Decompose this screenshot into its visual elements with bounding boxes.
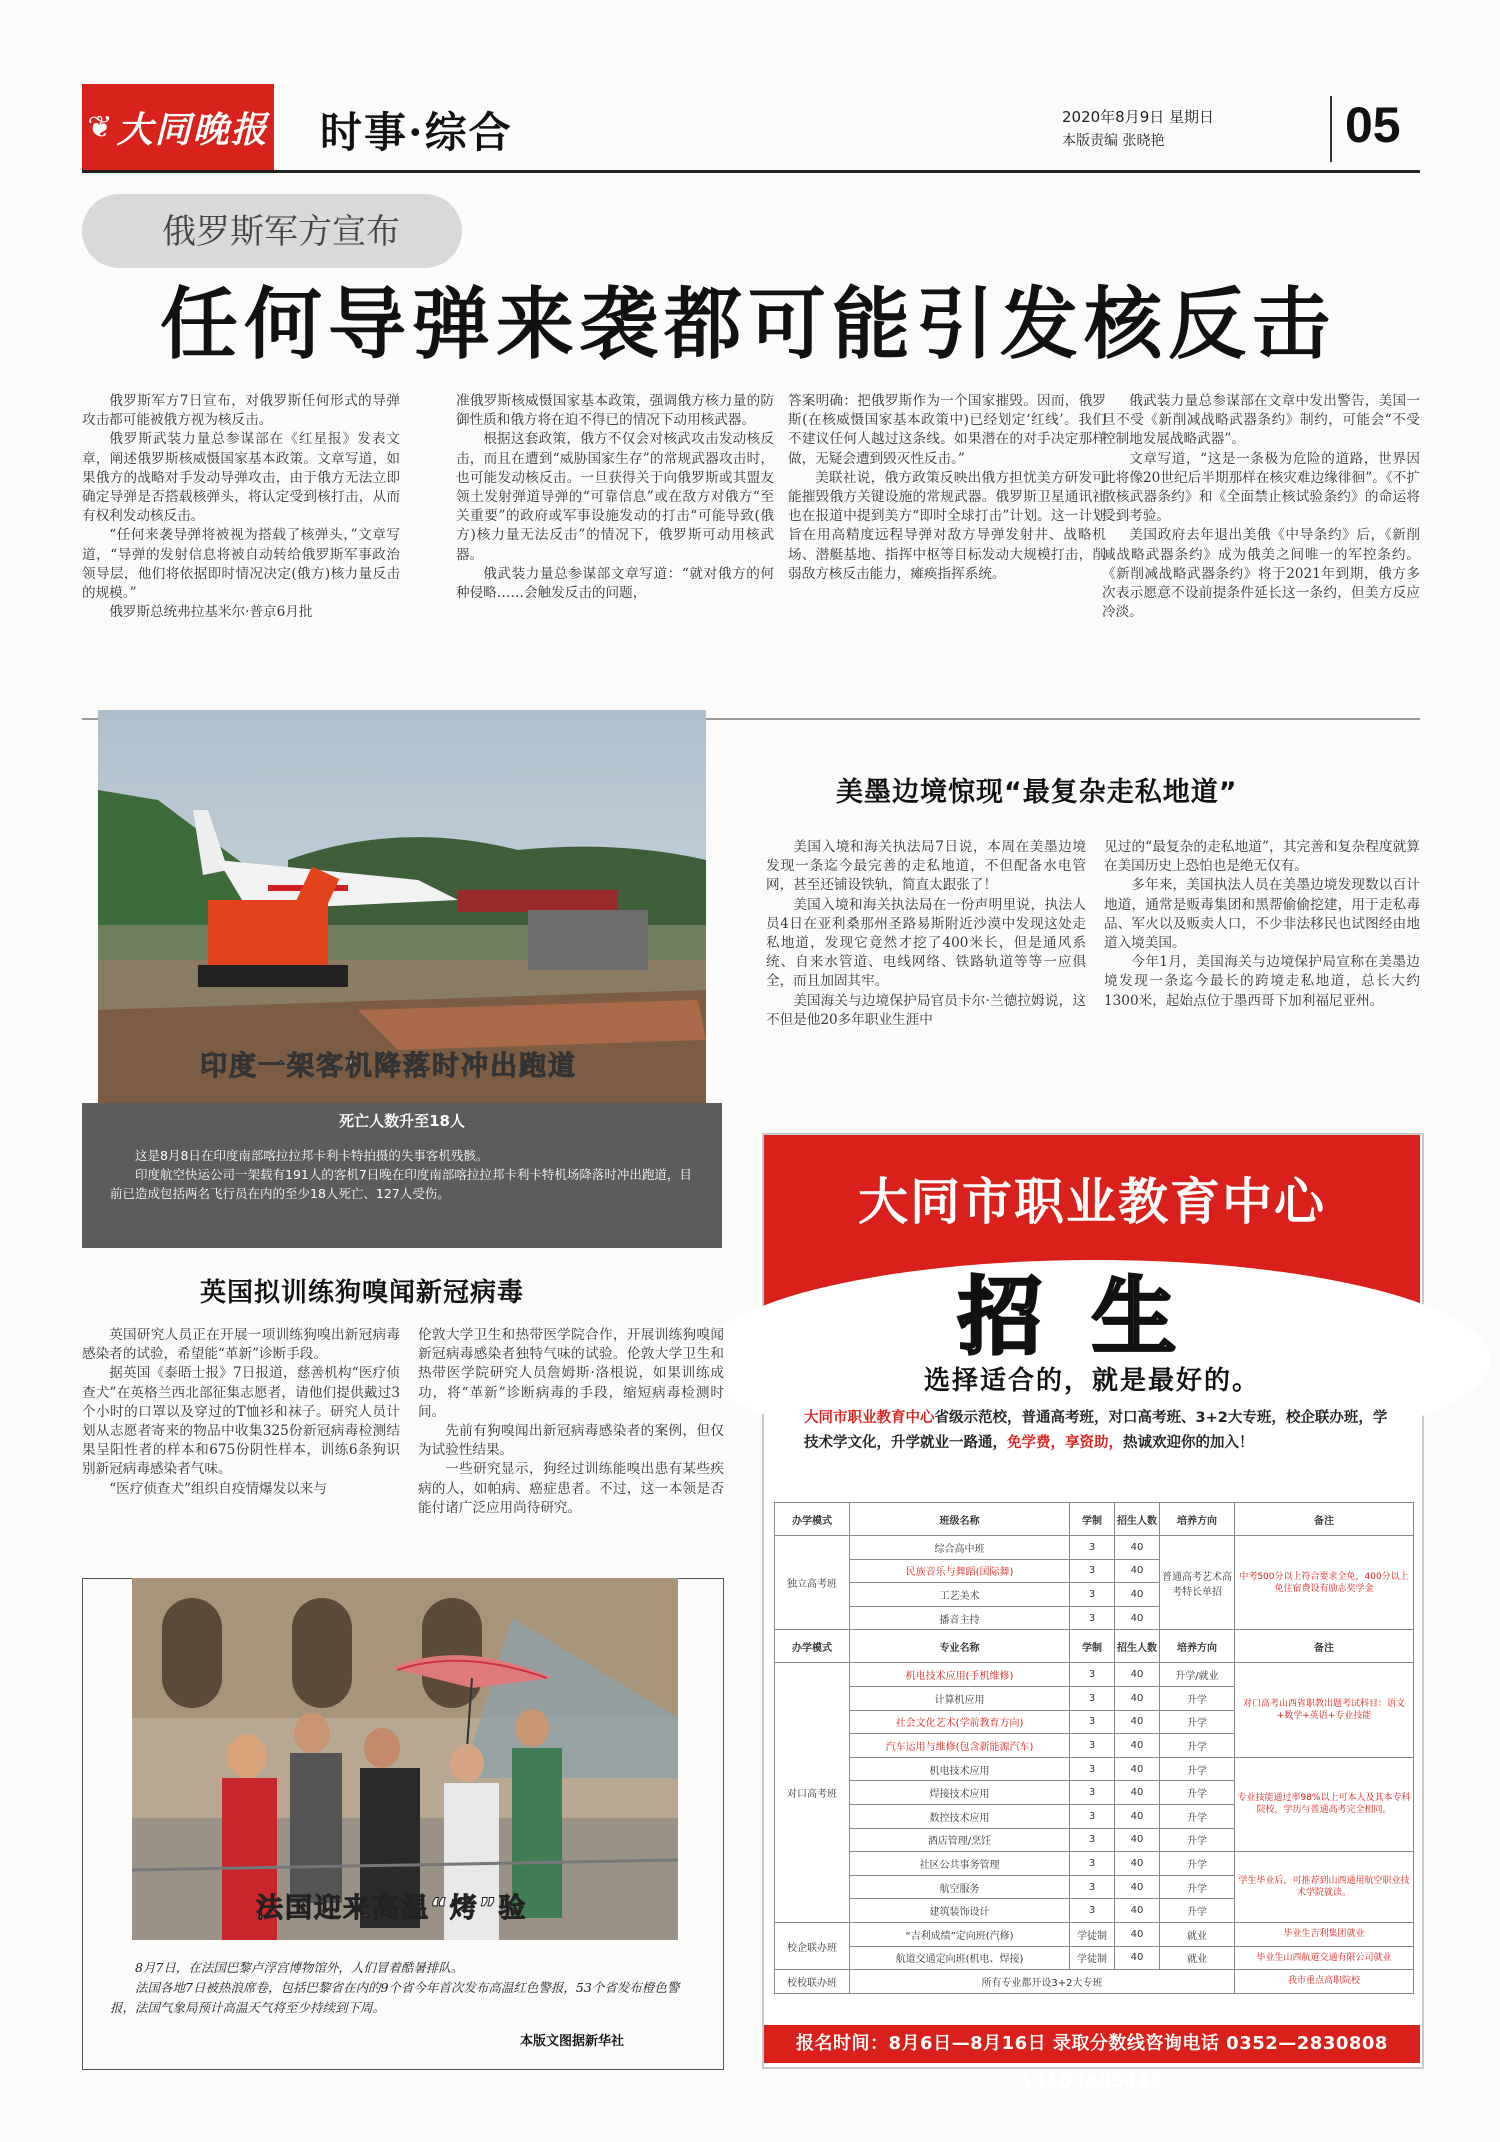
table-cell: 社区公共事务管理	[850, 1852, 1070, 1876]
ad-footer-contact: 报名时间：8月6日—8月16日 录取分数线咨询电话 0352—2830808 13103405489	[764, 2025, 1420, 2063]
table-cell: 3	[1070, 1663, 1115, 1687]
lead-column-4	[1102, 392, 1420, 622]
ad-intro-body: 省级示范校，普通高考班，对口高考班、3+2大专班，校企联办班，学技术学文化，升学就业一路通，	[804, 1410, 1388, 1451]
table-cell: 毕业生吉利集团就业	[1235, 1922, 1414, 1946]
paragraph: 据英国《泰晤士报》7日报道，慈善机构“医疗侦查犬”在英格兰西北部征集志愿者，请他们提供戴过3个小时的口罩以及穿过的T恤衫和袜子。研究人员计划从志愿者寄来的物品中收集325份新冠病毒检测结果呈阳性者的样本和675份阴性样本，训练6条狗识别新冠病毒感染者气味。	[82, 1365, 400, 1478]
tunnel-headline: 美墨边境惊现“最复杂走私地道”	[836, 777, 1238, 808]
table-cell: 40	[1115, 1757, 1160, 1781]
dogs-column-2	[418, 1326, 724, 1518]
ad-intro-tail: 热诚欢迎你的加入！	[1123, 1435, 1254, 1451]
table-cell: 学徒制	[1070, 1922, 1115, 1946]
paragraph: 根据这套政策，俄方不仅会对核武攻击发动核反击，而且在遭到“威胁国家生存”的常规武器攻击时，也可能发动核反击。一旦获得关于向俄罗斯或其盟友领土发射弹道导弹的“可靠信息”或在敌方对俄方“至关重要”的政府或军事设施发动的打击“可能导致(俄方)核力量无法反击”的情况下，俄罗斯可动用核武器。	[456, 431, 774, 563]
dogs-column-1	[82, 1326, 400, 1499]
section-title: 时事·综合	[320, 108, 513, 157]
table-cell: 机电技术应用(手机维修)	[850, 1663, 1070, 1687]
table-header-row	[775, 1503, 1414, 1536]
table-cell: 焊接技术应用	[850, 1781, 1070, 1805]
table-header: 招生人数	[1115, 1503, 1160, 1536]
table-cell: 40	[1115, 1686, 1160, 1710]
issue-date: 2020年8月9日 星期日	[1062, 108, 1215, 126]
table-cell: 中考500分以上符合要求全免，400分以上免住宿费设有励志奖学金	[1235, 1536, 1414, 1630]
table-header-row	[775, 1630, 1414, 1663]
paragraph: 答案明确：把俄罗斯作为一个国家摧毁。因而，俄罗斯(在核威慑国家基本政策中)已经划定‘红线’。我们不建议任何人越过这条线。如果潜在的对手决定那样做，无疑会遭到毁灭性反击。”	[788, 393, 1106, 467]
table-cell: 专业技能通过率98%以上可本人及其本专科院校，学历与普通高考完全相同。	[1235, 1757, 1414, 1851]
table-cell: 3	[1070, 1583, 1115, 1607]
paragraph: 俄罗斯总统弗拉基米尔·普京6月批	[109, 604, 313, 621]
photo-credit: 本版文图据新华社	[520, 2034, 625, 2049]
table-cell: 40	[1115, 1781, 1160, 1805]
table-cell: 航空服务	[850, 1875, 1070, 1899]
ad-school-name: 大同市职业教育中心	[858, 1172, 1326, 1231]
table-cell: 综合高中班	[850, 1536, 1070, 1560]
page-editor: 本版责编 张晓艳	[1062, 133, 1165, 149]
table-cell: 升学	[1160, 1734, 1235, 1758]
table-cell: 对口高考班	[775, 1663, 850, 1923]
tunnel-column-2	[1104, 838, 1420, 1011]
table-cell: 校校联办班	[775, 1970, 850, 1994]
table-cell: 社会文化艺术(学前教育方向)	[850, 1710, 1070, 1734]
table-cell: 所有专业都开设3+2大专班	[850, 1970, 1235, 1994]
table-cell: 40	[1115, 1852, 1160, 1876]
table-header: 办学模式	[775, 1630, 850, 1663]
header-divider	[1330, 96, 1332, 162]
flame-logo-icon: ❦	[87, 109, 113, 145]
paragraph: 俄武装力量总参谋部文章写道：“就对俄方的何种侵略……会触发反击的问题，	[456, 565, 774, 602]
table-cell: 升学	[1160, 1710, 1235, 1734]
paragraph: 俄武装力量总参谋部在文章中发出警告，美国一旦不受《新削减战略武器条约》制约，可能会“不受控制地发展战略武器”。	[1102, 393, 1420, 448]
table-cell: 40	[1115, 1875, 1160, 1899]
table-header: 招生人数	[1115, 1630, 1160, 1663]
table-cell: 毕业生山西航道交通有限公司就业	[1235, 1946, 1414, 1970]
table-cell: 建筑装饰设计	[850, 1899, 1070, 1923]
paragraph: 8月7日，在法国巴黎卢浮宫博物馆外，人们冒着酷暑排队。	[135, 1960, 464, 1975]
paragraph: 英国研究人员正在开展一项训练狗嗅出新冠病毒感染者的试验，希望能“革新”诊断手段。	[82, 1327, 400, 1363]
table-cell: 独立高考班	[775, 1536, 850, 1630]
paragraph: 先前有狗嗅闻出新冠病毒感染者的案例，但仅为试验性结果。	[418, 1423, 724, 1459]
table-row	[775, 1922, 1414, 1946]
table-cell: 3	[1070, 1710, 1115, 1734]
table-cell: “吉利成绩”定向班(汽修)	[850, 1922, 1070, 1946]
table-cell: 40	[1115, 1710, 1160, 1734]
dogs-headline: 英国拟训练狗嗅闻新冠病毒	[200, 1278, 525, 1308]
header-rule	[82, 170, 1420, 173]
lead-kicker: 俄罗斯军方宣布	[162, 212, 400, 252]
page-number: 05	[1345, 97, 1401, 153]
table-cell: 普通高考艺术高考特长单招	[1160, 1536, 1235, 1630]
masthead-text: 大同晚报	[116, 108, 269, 151]
table-cell: 40	[1115, 1828, 1160, 1852]
ad-intro-school: 大同市职业教育中心	[804, 1410, 935, 1426]
table-cell: 40	[1115, 1663, 1160, 1687]
table-cell: 3	[1070, 1852, 1115, 1876]
table-row	[775, 1946, 1414, 1970]
table-cell: 3	[1070, 1559, 1115, 1583]
table-cell: 40	[1115, 1946, 1160, 1970]
table-cell: 升学	[1160, 1686, 1235, 1710]
table-cell: 机电技术应用	[850, 1757, 1070, 1781]
table-cell: 3	[1070, 1757, 1115, 1781]
plane-crash-photo-caption: 印度一架客机降落时冲出跑道	[200, 1051, 577, 1082]
paragraph: 美联社说，俄方政策反映出俄方担忧美方研发可能摧毁俄方关键设施的常规武器。俄罗斯卫星通讯社也在报道中提到美方“即时全球打击”计划。这一计划旨在用高精度远程导弹对敌方导弹发射井、战略机场、潜艇基地、指挥中枢等目标发动大规模打击，削弱敌方核反击能力，瘫痪指挥系统。	[788, 469, 1106, 582]
table-cell: 我市重点高职院校	[1235, 1970, 1414, 1994]
table-row	[775, 1970, 1414, 1994]
lead-column-2	[456, 392, 774, 603]
paragraph: 今年1月，美国海关与边境保护局宣称在美墨边境发现一条迄今最长的跨境走私地道，总长大约1300米，起始点位于墨西哥下加利福尼亚州。	[1104, 954, 1420, 1009]
paragraph: 俄罗斯军方7日宣布，对俄罗斯任何形式的导弹攻击都可能被俄方视为核反击。	[82, 393, 400, 429]
table-cell: 3	[1070, 1828, 1115, 1852]
table-header: 学制	[1070, 1630, 1115, 1663]
table-cell: 3	[1070, 1536, 1115, 1560]
paragraph: 这是8月8日在印度南部喀拉拉邦卡利卡特拍摄的失事客机残骸。	[135, 1148, 489, 1163]
table-row	[775, 1757, 1414, 1781]
table-cell: 就业	[1160, 1922, 1235, 1946]
paragraph: 美国入境和海关执法局7日说，本周在美墨边境发现一条迄今最完善的走私地道，不但配备水电管网，甚至还铺设铁轨，简直太跟张了！	[766, 839, 1086, 894]
table-cell: 3	[1070, 1875, 1115, 1899]
table-cell: 学徒制	[1070, 1946, 1115, 1970]
table-cell: 3	[1070, 1734, 1115, 1758]
paragraph: 美国海关与边境保护局官员卡尔·兰德拉姆说，这不但是他20多年职业生涯中	[766, 992, 1086, 1028]
table-cell: 数控技术应用	[850, 1804, 1070, 1828]
ad-program-table	[774, 1502, 1414, 1994]
table-header: 专业名称	[850, 1630, 1070, 1663]
table-cell: 汽车运用与维修(包含新能源汽车)	[850, 1734, 1070, 1758]
table-cell: 3	[1070, 1899, 1115, 1923]
table-cell: 对口高考山西省职教出题考试科目：语文+数学+英语+专业技能	[1235, 1663, 1414, 1757]
table-cell: 40	[1115, 1606, 1160, 1630]
table-header: 备注	[1235, 1630, 1414, 1663]
lead-column-3	[788, 392, 1106, 584]
paragraph: “医疗侦查犬”组织自疫情爆发以来与	[109, 1480, 327, 1497]
table-cell: 3	[1070, 1686, 1115, 1710]
paragraph: 见过的“最复杂的走私地道”，其完善和复杂程度就算在美国历史上恐怕也是绝无仅有。	[1104, 839, 1420, 875]
paragraph: 一些研究显示，狗经过训练能嗅出患有某些疾病的人，如帕病、癌症患者。不过，这一本领是否能付诸广泛应用尚待研究。	[418, 1461, 724, 1516]
ad-intro-free: 免学费，享资助，	[1007, 1435, 1123, 1451]
table-cell: 就业	[1160, 1946, 1235, 1970]
table-cell: 40	[1115, 1559, 1160, 1583]
table-header: 办学模式	[775, 1503, 850, 1536]
paragraph: 法国各地7日被热浪席卷，包括巴黎省在内的9个省今年首次发布高温红色警报，53个省发布橙色警报，法国气象局预计高温天气将至少持续到下周。	[110, 1980, 680, 2015]
paragraph: 俄罗斯武装力量总参谋部在《红星报》发表文章，阐述俄罗斯核威慑国家基本政策。文章写道，如果俄方的战略对手发动导弹攻击，由于俄方无法立即确定导弹是否搭载核弹头，将认定受到核打击，从而有权利发动核反击。	[82, 431, 400, 525]
table-cell: 升学	[1160, 1899, 1235, 1923]
table-header: 班级名称	[850, 1503, 1070, 1536]
table-cell: 升学	[1160, 1757, 1235, 1781]
table-cell: 40	[1115, 1734, 1160, 1758]
table-cell: 民族音乐与舞蹈(国际舞)	[850, 1559, 1070, 1583]
paragraph: 准俄罗斯核威慑国家基本政策，强调俄方核力量的防御性质和俄方将在迫不得已的情况下动用核武器。	[456, 393, 774, 429]
paragraph: 印度航空快运公司一架载有191人的客机7日晚在印度南部喀拉拉邦卡利卡特机场降落时冲出跑道，目前已造成包括两名飞行员在内的至少18人死亡、127人受伤。	[110, 1167, 692, 1201]
table-cell: 酒店管理/烹饪	[850, 1828, 1070, 1852]
table-header: 备注	[1235, 1503, 1414, 1536]
table-row	[775, 1663, 1414, 1687]
table-cell: 升学	[1160, 1804, 1235, 1828]
table-cell: 学生毕业后，可推荐到山西通用航空职业技术学院就读。	[1235, 1852, 1414, 1923]
ad-enroll-title: 招生	[957, 1267, 1226, 1366]
paragraph: “任何来袭导弹将被视为搭载了核弹头，”文章写道，“导弹的发射信息将被自动转给俄罗斯军事政治领导层，他们将依据即时情况决定(俄方)核力量反击的规模。”	[82, 527, 400, 602]
lead-headline: 任何导弹来袭都可能引发核反击	[160, 280, 1337, 370]
table-cell: 计算机应用	[850, 1686, 1070, 1710]
table-cell: 航道交通定向班(机电、焊接)	[850, 1946, 1070, 1970]
paragraph: 伦敦大学卫生和热带医学院合作，开展训练狗嗅闻新冠病毒感染者独特气味的试验。伦敦大学卫生和热带医学院研究人员詹姆斯·洛根说，如果训练成功，将“革新”诊断病毒的手段，缩短病毒检测时间。	[418, 1327, 724, 1420]
paragraph: 文章写道，“这是一条极为危险的道路，世界因此将像20世纪后半期那样在核灾难边缘徘徊”。《不扩散核武器条约》和《全面禁止核试验条约》的命运将受到考验。	[1102, 450, 1420, 525]
masthead-logo	[82, 84, 274, 170]
table-cell: 40	[1115, 1536, 1160, 1560]
table-cell: 升学	[1160, 1781, 1235, 1805]
ad-intro	[804, 1406, 1390, 1456]
table-cell: 升学/就业	[1160, 1663, 1235, 1687]
table-header: 培养方向	[1160, 1630, 1235, 1663]
paris-heatwave-photo-caption: 法国迎来高温“烤”验	[256, 1893, 528, 1924]
table-cell: 升学	[1160, 1828, 1235, 1852]
paragraph: 美国入境和海关执法局在一份声明里说，执法人员4日在亚利桑那州圣路易斯附近沙漠中发现这处走私地道，发现它竟然才挖了400米长，但是通风系统、自来水管道、电线网络、铁路轨道等等一应俱全，而且加固其牢。	[766, 896, 1086, 990]
table-cell: 40	[1115, 1922, 1160, 1946]
france-caption-body	[110, 1958, 700, 2018]
table-cell: 播音主持	[850, 1606, 1070, 1630]
table-cell: 3	[1070, 1781, 1115, 1805]
table-header: 学制	[1070, 1503, 1115, 1536]
table-cell: 3	[1070, 1606, 1115, 1630]
table-row	[775, 1852, 1414, 1876]
table-row	[775, 1536, 1414, 1560]
table-header: 培养方向	[1160, 1503, 1235, 1536]
ad-slogan: 选择适合的，就是最好的。	[923, 1366, 1260, 1396]
paragraph: 美国政府去年退出美俄《中导条约》后，《新削减战略武器条约》成为俄美之间唯一的军控条约。《新削减战略武器条约》将于2021年到期，俄方多次表示愿意不设前提条件延长这一条约，但美方反应冷淡。	[1102, 527, 1420, 621]
table-cell: 升学	[1160, 1875, 1235, 1899]
table-cell: 工艺美术	[850, 1583, 1070, 1607]
india-caption-title: 死亡人数升至18人	[339, 1112, 465, 1130]
table-cell: 40	[1115, 1899, 1160, 1923]
table-cell: 升学	[1160, 1852, 1235, 1876]
lead-column-1	[82, 392, 400, 622]
table-cell: 3	[1070, 1804, 1115, 1828]
table-cell: 40	[1115, 1583, 1160, 1607]
table-cell: 校企联办班	[775, 1922, 850, 1969]
paragraph: 多年来，美国执法人员在美墨边境发现数以百计地道，通常是贩毒集团和黑帮偷偷挖建，用于走私毒品、军火以及贩卖人口，不少非法移民也试图经由地道入境美国。	[1104, 877, 1420, 952]
table-cell: 40	[1115, 1804, 1160, 1828]
tunnel-column-1	[766, 838, 1086, 1030]
india-caption-body	[110, 1146, 695, 1203]
